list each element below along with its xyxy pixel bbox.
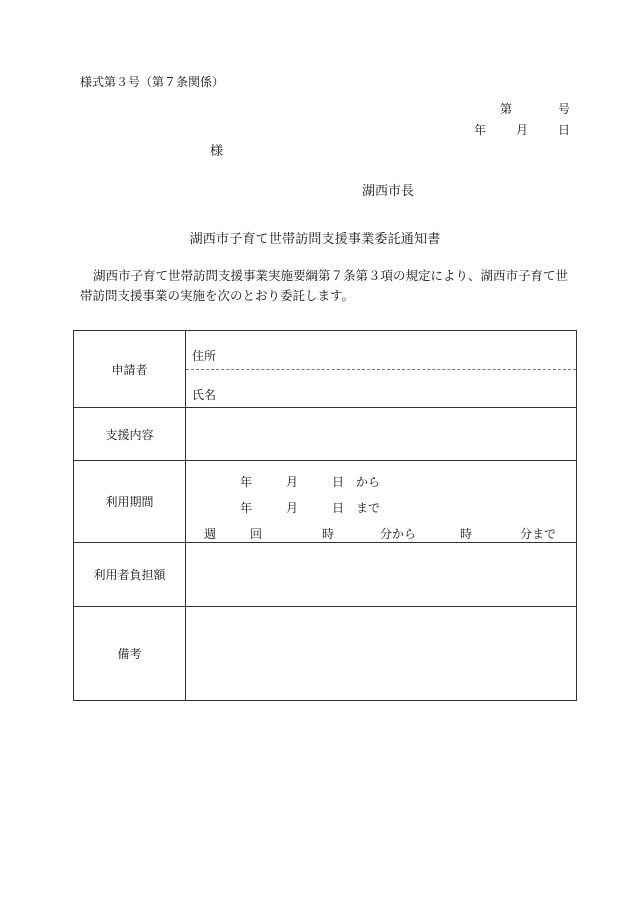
form-number: 様式第３号（第７条関係） xyxy=(80,75,225,89)
issue-date-month: 月 xyxy=(516,123,529,137)
addressee-suffix: 様 xyxy=(210,144,224,159)
end-month-unit: 月 xyxy=(286,501,299,515)
body-text xyxy=(80,266,580,306)
user-fee-label: 利用者負担額 xyxy=(74,543,186,607)
end-suffix: まで xyxy=(356,501,381,515)
support-content-row xyxy=(74,408,577,461)
support-content-field[interactable] xyxy=(186,408,577,461)
document-number-dai: 第 xyxy=(500,102,513,116)
form-table xyxy=(73,330,577,701)
applicant-content xyxy=(186,331,577,408)
remarks-field[interactable] xyxy=(186,607,577,701)
usage-period-row xyxy=(74,461,577,543)
start-day-unit: 日 xyxy=(332,475,345,489)
document-number-go: 号 xyxy=(558,102,571,116)
end-day-unit: 日 xyxy=(332,501,345,515)
end-year-unit: 年 xyxy=(240,501,253,515)
schedule-week: 週 xyxy=(204,527,217,541)
user-fee-field[interactable] xyxy=(186,543,577,607)
body-text-content: 湖西市子育て世帯訪問支援事業実施要綱第７条第３項の規定により、湖西市子育て世帯訪問支援事業の実施を次のとおり委託します。 xyxy=(80,268,569,303)
user-fee-row xyxy=(74,543,577,607)
applicant-label: 申請者 xyxy=(74,331,186,408)
schedule-times: 回 xyxy=(250,527,263,541)
name-label: 氏名 xyxy=(192,388,217,402)
support-content-label: 支援内容 xyxy=(74,408,186,461)
start-month-unit: 月 xyxy=(286,475,299,489)
schedule-minute-to: 分まで xyxy=(520,527,557,541)
issue-date-year: 年 xyxy=(474,123,487,137)
remarks-row xyxy=(74,607,577,701)
schedule-minute-from: 分から xyxy=(380,527,417,541)
address-field[interactable] xyxy=(186,331,576,370)
issuer-name: 湖西市長 xyxy=(362,184,415,199)
name-field[interactable] xyxy=(186,370,576,407)
address-label: 住所 xyxy=(192,349,217,363)
start-suffix: から xyxy=(356,475,381,489)
issue-date-day: 日 xyxy=(558,123,571,137)
document-title: 湖西市子育て世帯訪問支援事業委託通知書 xyxy=(189,232,441,247)
usage-period-field[interactable] xyxy=(186,461,577,543)
remarks-label: 備考 xyxy=(74,607,186,701)
schedule-hour-from: 時 xyxy=(322,527,335,541)
schedule-hour-to: 時 xyxy=(460,527,473,541)
applicant-row xyxy=(74,331,577,408)
start-year-unit: 年 xyxy=(240,475,253,489)
usage-period-label: 利用期間 xyxy=(74,461,186,543)
